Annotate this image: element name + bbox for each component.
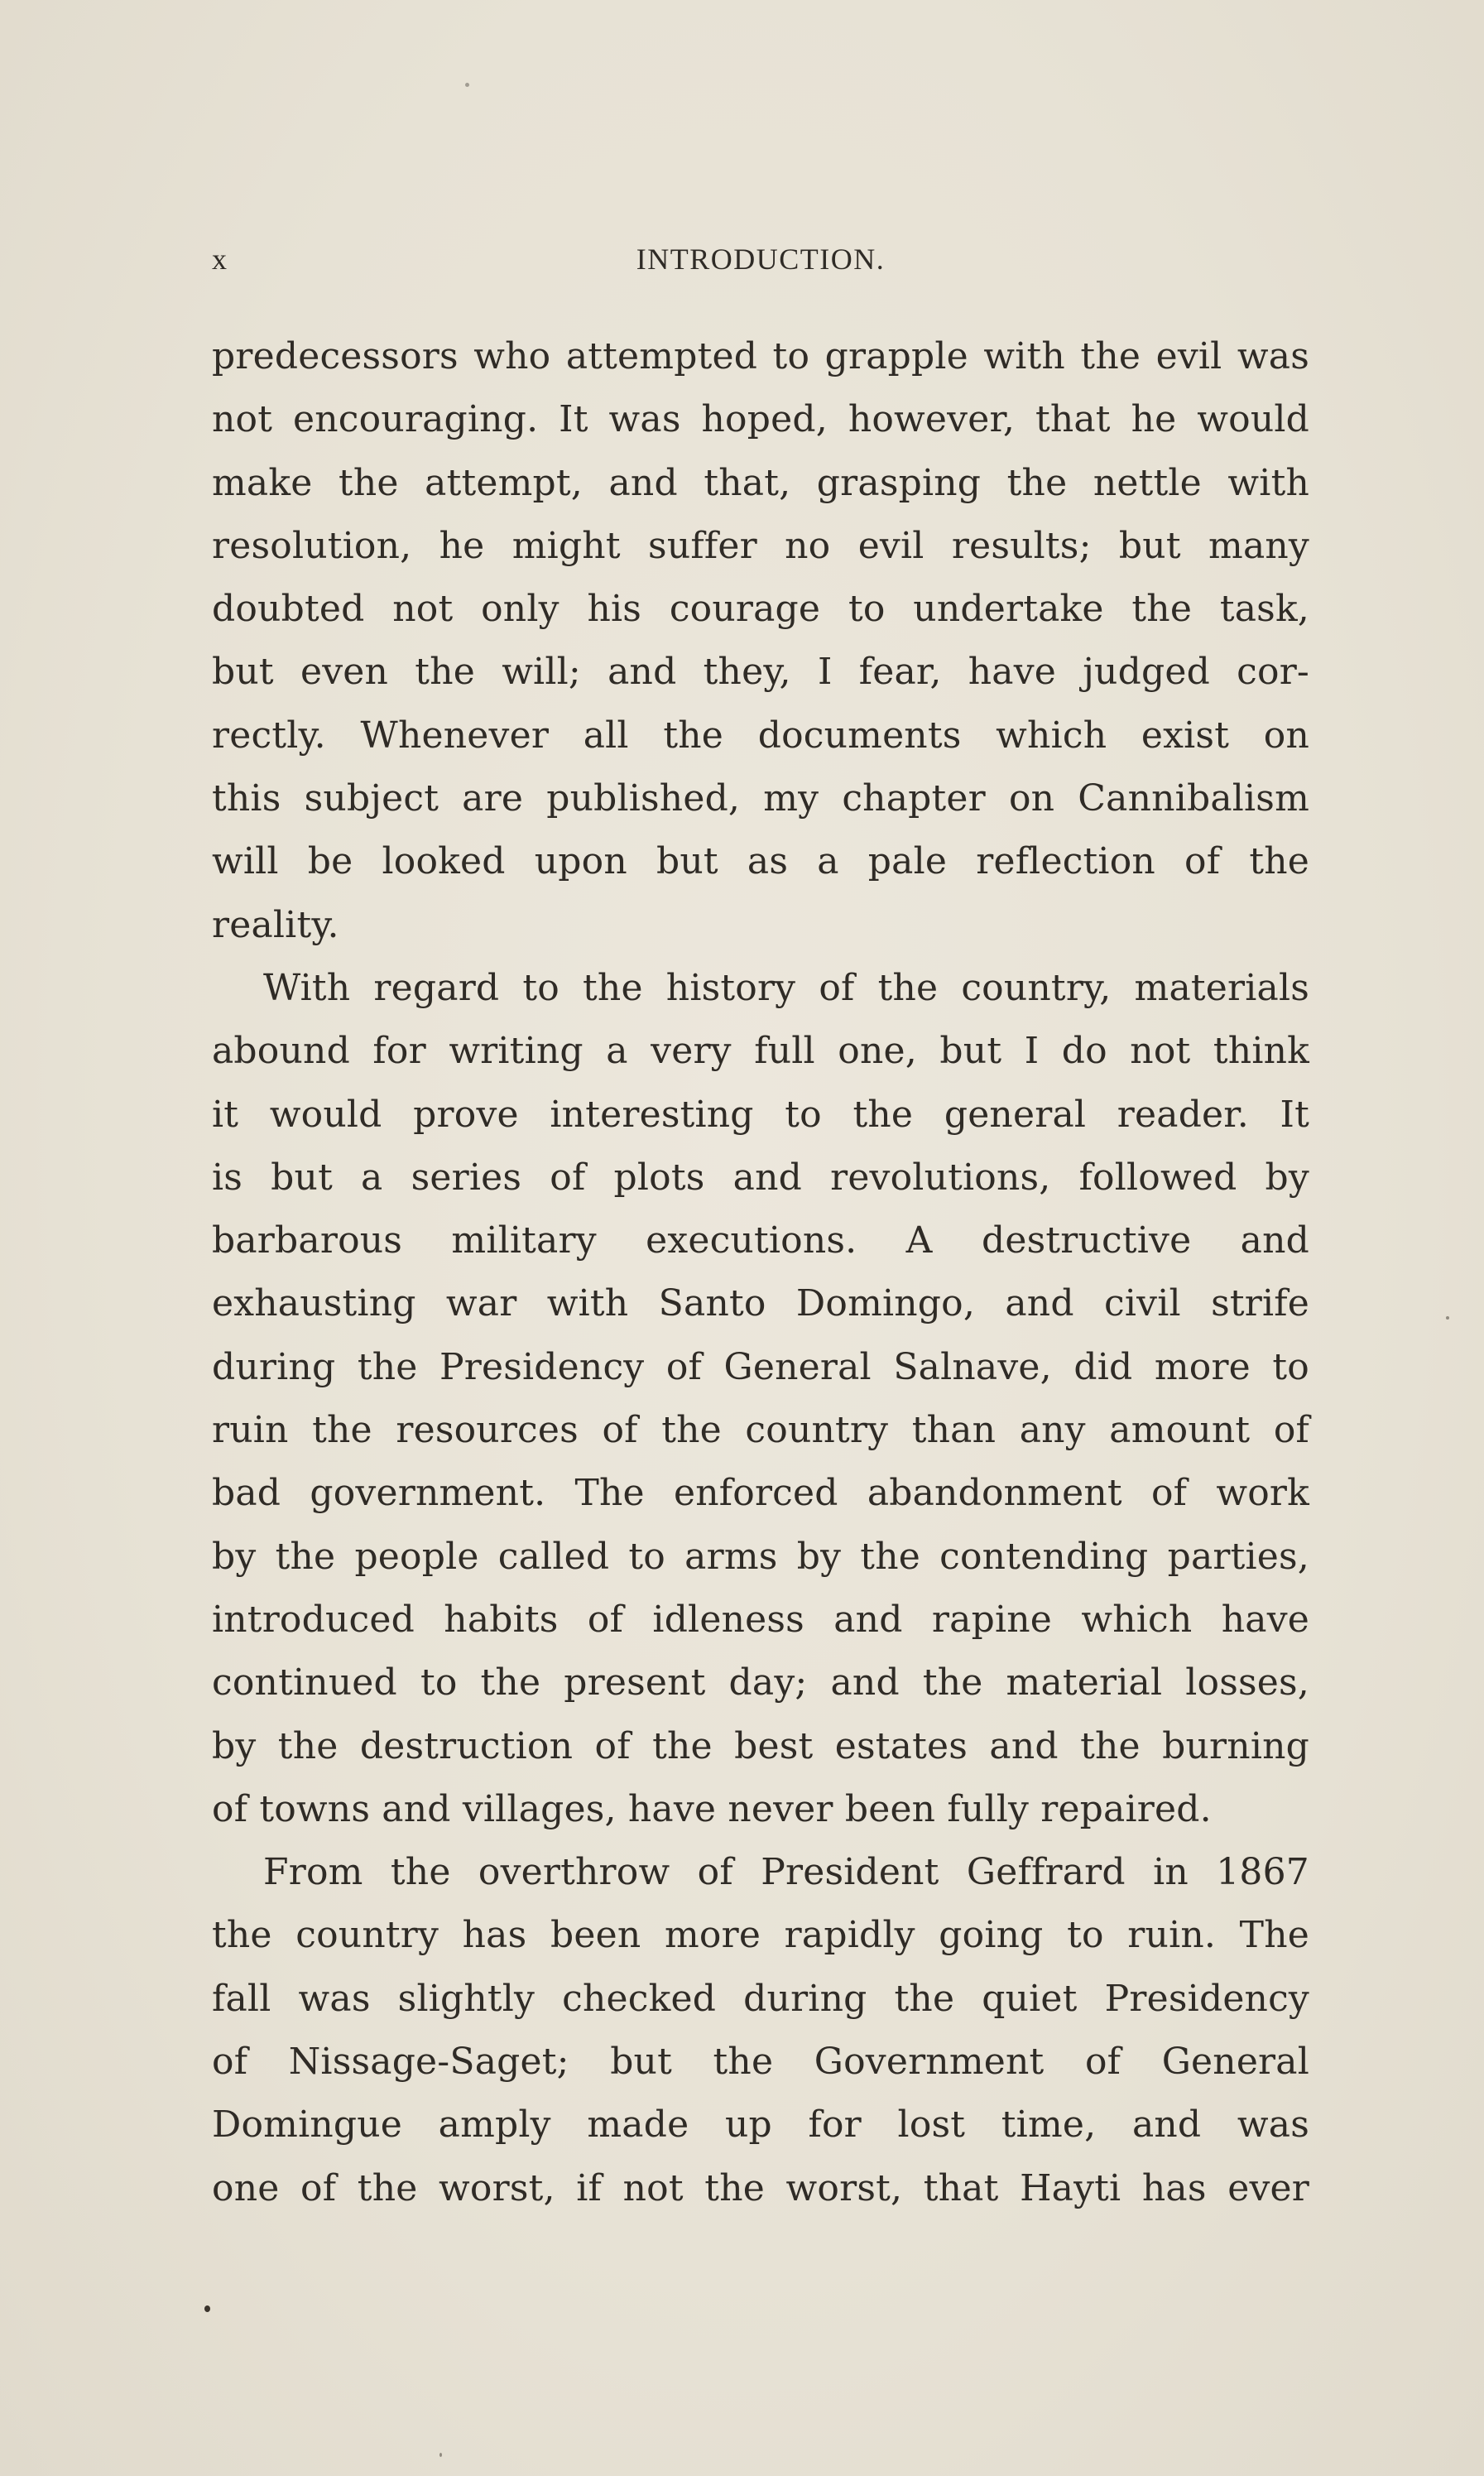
text-line: From the overthrow of President Geffrard in 1867 <box>263 1851 1309 1894</box>
body-text <box>212 325 1309 2220</box>
text-line: resolution, he might suffer no evil results; but many <box>212 524 1309 567</box>
text-line: it would prove interesting to the general reader. It <box>212 1093 1309 1136</box>
text-line: will be looked upon but as a pale reflection of the <box>212 840 1309 883</box>
text-line: by the destruction of the best estates and the burning <box>212 1724 1309 1767</box>
text-line: predecessors who attempted to grapple with the evil was <box>212 335 1309 377</box>
text-line: Domingue amply made up for lost time, and was <box>212 2103 1309 2147</box>
text-line: barbarous military executions. A destructive and <box>212 1219 1309 1262</box>
paper-speck <box>439 2453 442 2457</box>
page-number: x <box>212 243 228 276</box>
text-line: exhausting war with Santo Domingo, and civil strife <box>212 1282 1309 1325</box>
text-line: fall was slightly checked during the quiet Presidency <box>212 1977 1309 2020</box>
text-line: the country has been more rapidly going to ruin. The <box>212 1914 1309 1957</box>
text-line: With regard to the history of the country, materials <box>263 966 1309 1009</box>
paper-speck <box>1446 1316 1449 1320</box>
page-header <box>212 242 1309 291</box>
text-line: of Nissage-Saget; but the Government of General <box>212 2041 1309 2084</box>
text-line: ruin the resources of the country than any amount of <box>212 1409 1309 1452</box>
text-line: abound for writing a very full one, but I do not think <box>212 1030 1309 1073</box>
text-line: by the people called to arms by the contending parties, <box>212 1535 1309 1578</box>
text-line: make the attempt, and that, grasping the nettle with <box>212 461 1309 504</box>
text-line: of towns and villages, have never been fully repaired. <box>212 1787 1212 1830</box>
text-line: doubted not only his courage to undertake the task, <box>212 588 1309 631</box>
text-line: bad government. The enforced abandonment of work <box>212 1472 1309 1515</box>
text-line: this subject are published, my chapter on Cannibalism <box>212 777 1309 820</box>
paper-speck <box>465 83 469 87</box>
text-line: one of the worst, if not the worst, that Hayti has ever <box>212 2166 1309 2209</box>
text-line: is but a series of plots and revolutions, followed by <box>212 1156 1309 1199</box>
text-line: rectly. Whenever all the documents which exist on <box>212 714 1309 757</box>
text-line: but even the will; and they, I fear, have judged cor- <box>212 651 1309 694</box>
text-line: introduced habits of idleness and rapine which have <box>212 1598 1309 1641</box>
text-line: continued to the present day; and the material losses, <box>212 1661 1309 1704</box>
text-line: reality. <box>212 903 339 946</box>
running-head: INTRODUCTION. <box>636 243 886 276</box>
text-line: during the Presidency of General Salnave, did more to <box>212 1345 1309 1388</box>
paper-speck <box>204 2305 210 2312</box>
text-line: not encouraging. It was hoped, however, that he would <box>212 398 1309 441</box>
